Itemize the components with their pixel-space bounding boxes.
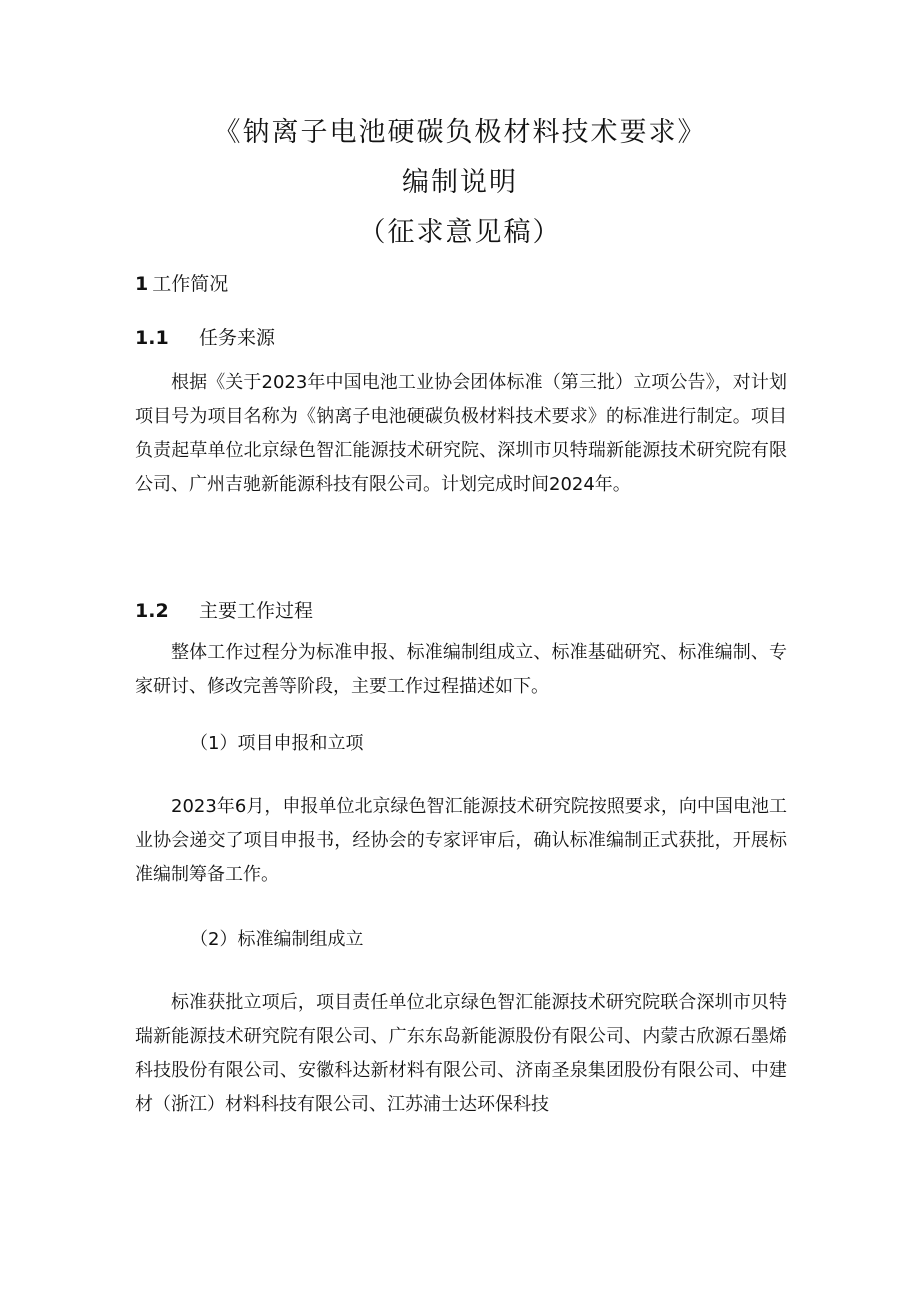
section-title: 主要工作过程: [199, 600, 314, 622]
title-block: [0, 108, 920, 258]
section-1-2-heading: [135, 597, 313, 625]
section-title: 工作简况: [152, 273, 229, 295]
document-title: 《钠离子电池硬碳负极材料技术要求》: [213, 117, 707, 148]
section-number: 1.1: [135, 327, 169, 349]
section-title: 任务来源: [199, 327, 276, 349]
draft-status: （征求意见稿）: [358, 217, 562, 248]
task-source-paragraph: 根据《关于2023年中国电池工业协会团体标准（第三批）立项公告》，对计划项目号为项目名称为《钠离子电池硬碳负极材料技术要求》的标准进行制定。项目负责起草单位北京绿色智汇能源技术研究院、深圳市贝特瑞新能源技术研究院有限公司、广州吉驰新能源科技有限公司。计划完成时间2024年。: [135, 372, 787, 495]
step-2-label: （2）标准编制组成立: [190, 929, 364, 950]
step-1-label: （1）项目申报和立项: [190, 733, 364, 754]
section-number: 1.2: [135, 600, 169, 622]
section-number: 1: [135, 273, 149, 295]
section-1-heading: [135, 270, 228, 298]
document-subtitle: 编制说明: [402, 167, 518, 198]
step-1-paragraph: 2023年6月，申报单位北京绿色智汇能源技术研究院按照要求，向中国电池工业协会递交了项目申报书，经协会的专家评审后，确认标准编制正式获批，开展标准编制筹备工作。: [135, 796, 787, 885]
step-2-paragraph: 标准获批立项后，项目责任单位北京绿色智汇能源技术研究院联合深圳市贝特瑞新能源技术研究院有限公司、广东东岛新能源股份有限公司、内蒙古欣源石墨烯科技股份有限公司、安徽科达新材料有限公司、济南圣泉集团股份有限公司、中建材（浙江）材料科技有限公司、江苏浦士达环保科技: [135, 992, 787, 1115]
work-process-intro: 整体工作过程分为标准申报、标准编制组成立、标准基础研究、标准编制、专家研讨、修改完善等阶段，主要工作过程描述如下。: [135, 642, 787, 697]
section-1-1-heading: [135, 324, 275, 352]
